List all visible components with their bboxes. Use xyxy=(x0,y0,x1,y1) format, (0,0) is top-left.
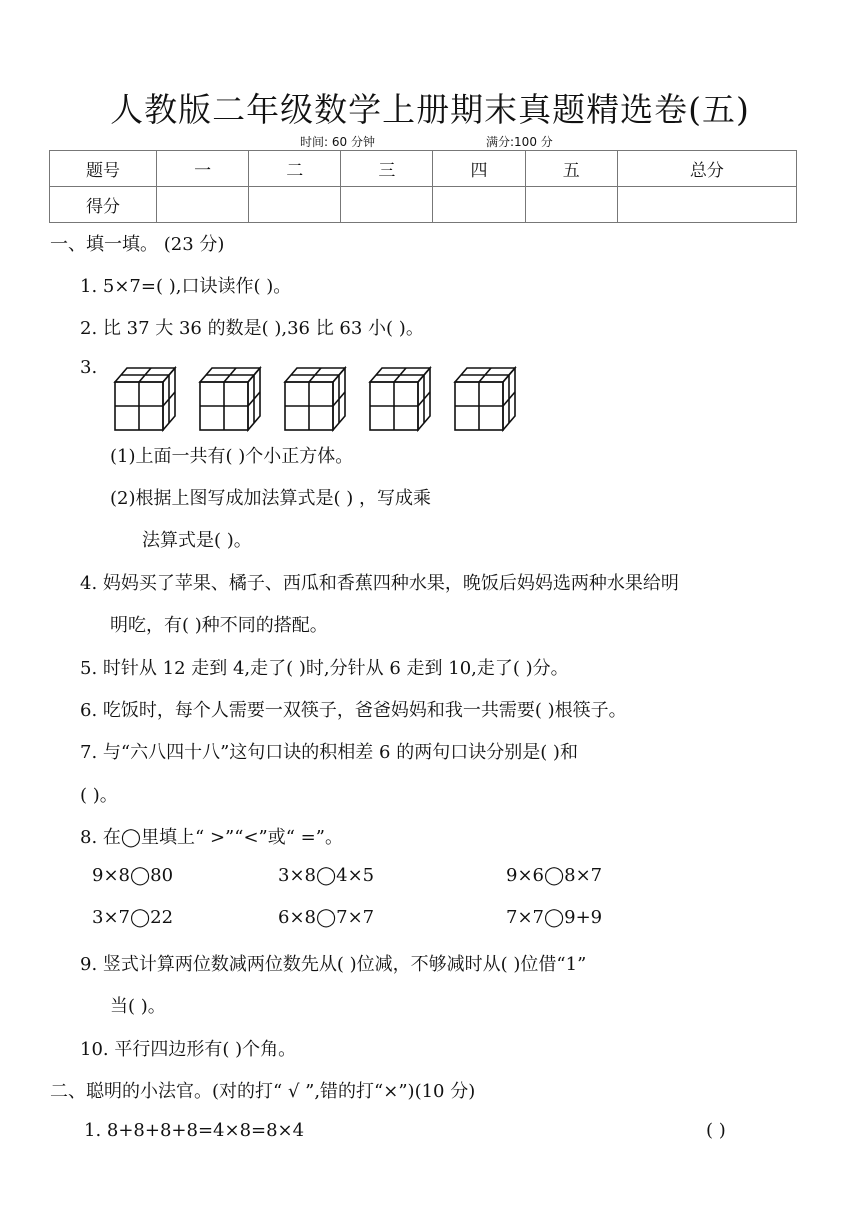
question-8: 8. 在◯里填上“ >”“<”或“ =”。 xyxy=(80,827,343,848)
score-header-cell: 一 xyxy=(157,151,249,187)
score-input-cell[interactable] xyxy=(341,187,433,223)
cube-1 xyxy=(115,368,175,430)
compare-item: 7×7◯9+9 xyxy=(506,907,603,928)
score-table xyxy=(49,150,797,223)
question-4-cont: 明吃，有( )种不同的搭配。 xyxy=(110,615,328,636)
section2-heading: 二、聪明的小法官。(对的打“ √ ”,错的打“×”)(10 分) xyxy=(50,1081,476,1102)
score-input-cell[interactable] xyxy=(157,187,249,223)
score-input-cell[interactable] xyxy=(617,187,796,223)
score-header-cell: 五 xyxy=(525,151,617,187)
compare-item: 9×8◯80 xyxy=(92,865,174,886)
question-3-number: 3. xyxy=(80,357,98,378)
cubes-figure xyxy=(110,366,530,432)
score-input-cell[interactable] xyxy=(249,187,341,223)
full-score-label: 满分:100 分 xyxy=(486,135,553,149)
score-header-cell: 二 xyxy=(249,151,341,187)
question-1: 1. 5×7=( ),口诀读作( )。 xyxy=(80,276,292,297)
cube-4 xyxy=(370,368,430,430)
question-5: 5. 时针从 12 走到 4,走了( )时,分针从 6 走到 10,走了( )分。 xyxy=(80,658,569,679)
score-header-cell: 题号 xyxy=(50,151,157,187)
time-label: 时间: 60 分钟 xyxy=(300,135,375,149)
page-title: 人教版二年级数学上册期末真题精选卷(五) xyxy=(110,90,750,129)
score-input-cell[interactable] xyxy=(433,187,525,223)
question-9: 9. 竖式计算两位数减两位数先从( )位减，不够减时从( )位借“1” xyxy=(80,954,587,975)
cube-5 xyxy=(455,368,515,430)
judge-question-1: 1. 8+8+8+8=4×8=8×4 xyxy=(84,1120,305,1141)
question-2: 2. 比 37 大 36 的数是( ),36 比 63 小( )。 xyxy=(80,318,424,339)
score-header-cell: 三 xyxy=(341,151,433,187)
question-3b-cont: 法算式是( )。 xyxy=(142,530,252,551)
cube-3 xyxy=(285,368,345,430)
question-7: 7. 与“六八四十八”这句口诀的积相差 6 的两句口诀分别是( )和 xyxy=(80,742,578,763)
section1-heading: 一、填一填。 (23 分) xyxy=(50,234,225,255)
judge-answer-paren: ( ) xyxy=(706,1120,726,1141)
cube-2 xyxy=(200,368,260,430)
question-3b: (2)根据上图写成加法算式是( ) ，写成乘 xyxy=(110,488,431,509)
compare-item: 9×6◯8×7 xyxy=(506,865,603,886)
score-input-cell[interactable] xyxy=(525,187,617,223)
score-row-label: 得分 xyxy=(50,187,157,223)
question-6: 6. 吃饭时，每个人需要一双筷子，爸爸妈妈和我一共需要( )根筷子。 xyxy=(80,700,627,721)
score-table-score-row xyxy=(50,187,797,223)
score-header-cell: 总分 xyxy=(617,151,796,187)
question-7-cont: ( )。 xyxy=(80,785,118,806)
compare-item: 3×8◯4×5 xyxy=(278,865,375,886)
question-4: 4. 妈妈买了苹果、橘子、西瓜和香蕉四种水果，晚饭后妈妈选两种水果给明 xyxy=(80,573,679,594)
question-3a: (1)上面一共有( )个小正方体。 xyxy=(110,446,354,467)
compare-item: 6×8◯7×7 xyxy=(278,907,375,928)
score-table-header-row xyxy=(50,151,797,187)
score-header-cell: 四 xyxy=(433,151,525,187)
compare-item: 3×7◯22 xyxy=(92,907,174,928)
question-9-cont: 当( )。 xyxy=(110,996,166,1017)
question-10: 10. 平行四边形有( )个角。 xyxy=(80,1039,297,1060)
